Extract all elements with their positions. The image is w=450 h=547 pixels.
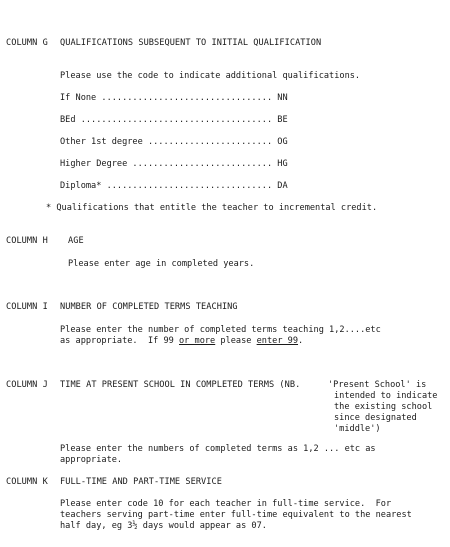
column-j-note-line1: 'Present School' is [328, 380, 427, 390]
column-j-note-line4: since designated [334, 413, 417, 423]
column-g-intro: Please use the code to indicate additional qualifications. [60, 71, 361, 81]
column-i-underlined-or-more: or more [179, 336, 216, 346]
column-i-title: NUMBER OF COMPLETED TERMS TEACHING [60, 302, 238, 312]
column-k-body-line2: teachers serving part-time enter full-time equivalent to the nearest [60, 510, 412, 520]
column-k-body-line1: Please enter code 10 for each teacher in full-time service. For [60, 499, 392, 509]
column-k-label: COLUMN K [6, 477, 48, 487]
column-j-note-line2: intended to indicate [334, 391, 438, 401]
code-line-higher-degree: Higher Degree ........................... HG [60, 159, 288, 169]
column-h-body: Please enter age in completed years. [68, 259, 255, 269]
column-i-text-a: as appropriate. If 99 [60, 336, 179, 346]
column-j-body-line1: Please enter the numbers of completed terms as 1,2 ... etc as [60, 444, 376, 454]
column-h-label: COLUMN H [6, 236, 48, 246]
code-line-diploma: Diploma* ................................ DA [60, 181, 288, 191]
column-j-note-line3: the existing school [334, 402, 433, 412]
column-k-body-line3: half day, eg 3½ days would appear as 07. [60, 521, 267, 531]
column-i-body-line2 [60, 336, 303, 347]
code-line-other-first-degree: Other 1st degree ........................ OG [60, 137, 288, 147]
column-j-body-line2: appropriate. [60, 455, 123, 465]
column-g-footnote: * Qualifications that entitle the teacher to incremental credit. [46, 203, 378, 213]
column-i-body-line1: Please enter the number of completed terms teaching 1,2....etc [60, 325, 381, 335]
column-g-label: COLUMN G [6, 38, 48, 48]
column-h-title: AGE [68, 236, 84, 246]
column-i-text-c: please [215, 336, 257, 346]
column-i-text-e: . [298, 336, 304, 346]
code-line-bed: BEd ..................................... BE [60, 115, 288, 125]
column-i-underlined-enter-99: enter 99 [256, 336, 299, 346]
column-k-title: FULL-TIME AND PART-TIME SERVICE [60, 477, 222, 487]
column-i-label: COLUMN I [6, 302, 48, 312]
code-line-none: If None ................................. NN [60, 93, 288, 103]
column-j-note-line5: 'middle') [334, 424, 381, 434]
column-j-label: COLUMN J [6, 380, 48, 390]
column-j-title: TIME AT PRESENT SCHOOL IN COMPLETED TERMS (NB. [60, 380, 301, 390]
column-g-title: QUALIFICATIONS SUBSEQUENT TO INITIAL QUALIFICATION [60, 38, 322, 48]
